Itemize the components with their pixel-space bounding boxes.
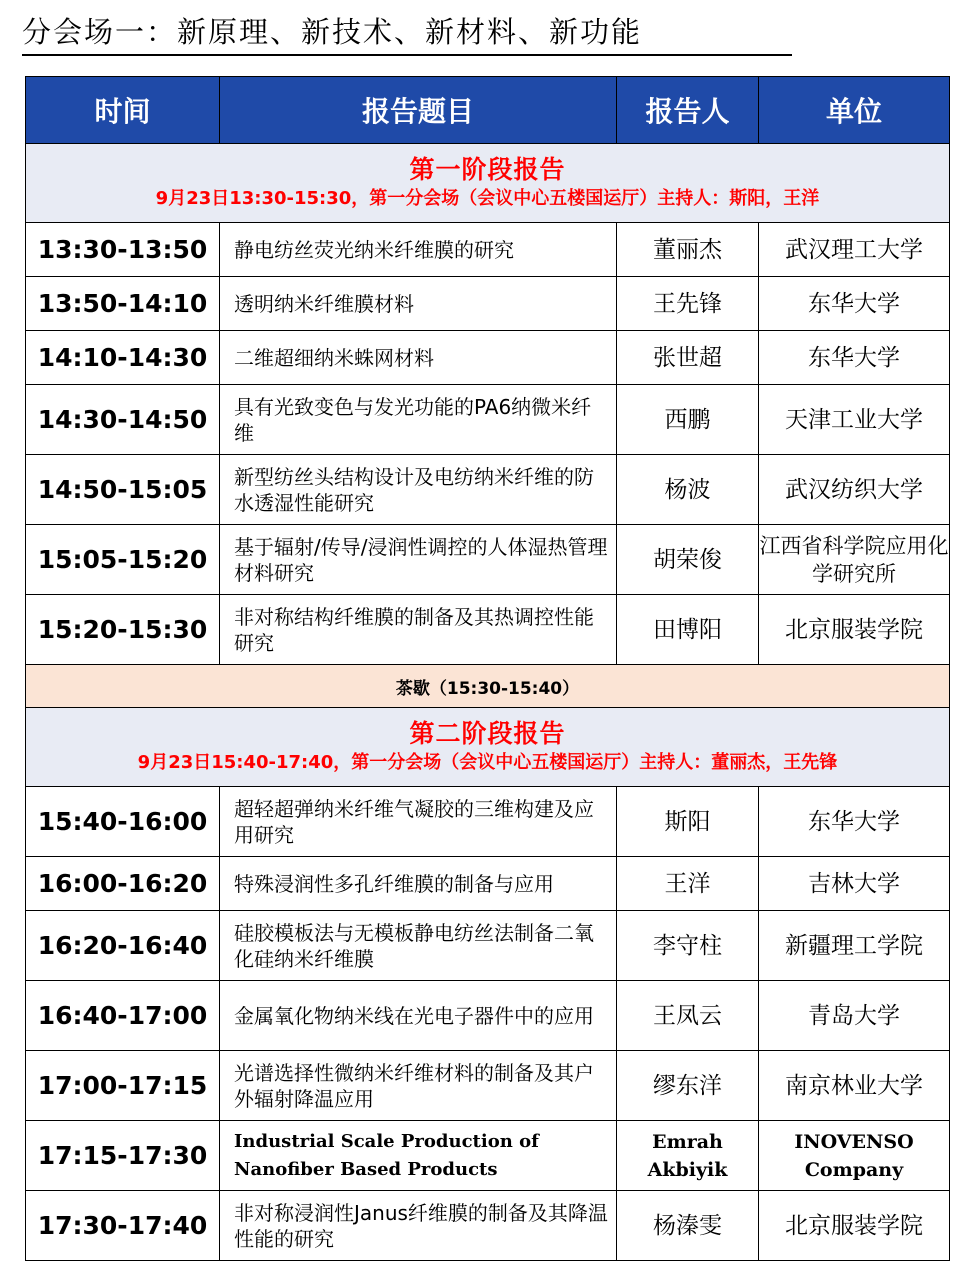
row-unit: 江西省科学院应用化学研究所 <box>759 525 950 595</box>
row-time: 14:10-14:30 <box>26 331 220 385</box>
row-unit: 新疆理工学院 <box>759 911 950 981</box>
row-speaker: 董丽杰 <box>617 223 759 277</box>
row-unit: 东华大学 <box>759 787 950 857</box>
row-topic: 特殊浸润性多孔纤维膜的制备与应用 <box>220 857 617 911</box>
row-unit: 北京服装学院 <box>759 1191 950 1261</box>
row-time: 15:05-15:20 <box>26 525 220 595</box>
page-title: 分会场一：新原理、新技术、新材料、新功能 <box>22 12 792 56</box>
stage-two-header <box>26 708 950 787</box>
row-time: 13:50-14:10 <box>26 277 220 331</box>
row-speaker: 李守柱 <box>617 911 759 981</box>
table-header-row <box>26 77 950 144</box>
row-topic: 非对称浸润性Janus纤维膜的制备及其降温性能的研究 <box>220 1191 617 1261</box>
table-row <box>26 277 950 331</box>
row-time: 14:30-14:50 <box>26 385 220 455</box>
row-speaker: Emrah Akbiyik <box>617 1121 759 1191</box>
row-unit: 东华大学 <box>759 277 950 331</box>
row-time: 13:30-13:50 <box>26 223 220 277</box>
row-unit: 东华大学 <box>759 331 950 385</box>
row-topic: 透明纳米纤维膜材料 <box>220 277 617 331</box>
table-row <box>26 455 950 525</box>
row-unit: 吉林大学 <box>759 857 950 911</box>
row-speaker: 杨溱雯 <box>617 1191 759 1261</box>
row-speaker: 胡荣俊 <box>617 525 759 595</box>
row-topic: 静电纺丝荧光纳米纤维膜的研究 <box>220 223 617 277</box>
row-time: 17:30-17:40 <box>26 1191 220 1261</box>
row-time: 17:00-17:15 <box>26 1051 220 1121</box>
row-time: 16:20-16:40 <box>26 911 220 981</box>
row-topic: 硅胶模板法与无模板静电纺丝法制备二氧化硅纳米纤维膜 <box>220 911 617 981</box>
table-row <box>26 911 950 981</box>
row-topic: Industrial Scale Production of Nanofiber Based Products <box>220 1121 617 1191</box>
row-topic: 基于辐射/传导/浸润性调控的人体湿热管理材料研究 <box>220 525 617 595</box>
table-row <box>26 787 950 857</box>
row-topic: 二维超细纳米蛛网材料 <box>220 331 617 385</box>
row-topic: 具有光致变色与发光功能的PA6纳微米纤维 <box>220 385 617 455</box>
column-header-time: 时间 <box>26 77 220 144</box>
row-topic: 超轻超弹纳米纤维气凝胶的三维构建及应用研究 <box>220 787 617 857</box>
schedule-table <box>25 76 950 1261</box>
table-row <box>26 525 950 595</box>
row-time: 15:20-15:30 <box>26 595 220 665</box>
table-row <box>26 981 950 1051</box>
table-row <box>26 1051 950 1121</box>
table-row <box>26 223 950 277</box>
tea-break-row <box>26 665 950 708</box>
row-unit: 青岛大学 <box>759 981 950 1051</box>
table-row <box>26 331 950 385</box>
table-row <box>26 385 950 455</box>
stage-one-header <box>26 144 950 223</box>
row-speaker: 王洋 <box>617 857 759 911</box>
row-unit: INOVENSO Company <box>759 1121 950 1191</box>
table-row <box>26 1121 950 1191</box>
row-speaker: 张世超 <box>617 331 759 385</box>
tea-break-label: 茶歇（15:30-15:40） <box>26 665 950 708</box>
stage-one-title: 第一阶段报告 <box>409 155 566 184</box>
row-speaker: 杨波 <box>617 455 759 525</box>
row-topic: 光谱选择性微纳米纤维材料的制备及其户外辐射降温应用 <box>220 1051 617 1121</box>
row-time: 16:40-17:00 <box>26 981 220 1051</box>
column-header-speaker: 报告人 <box>617 77 759 144</box>
row-time: 14:50-15:05 <box>26 455 220 525</box>
row-speaker: 田博阳 <box>617 595 759 665</box>
row-speaker: 斯阳 <box>617 787 759 857</box>
row-unit: 天津工业大学 <box>759 385 950 455</box>
row-unit: 南京林业大学 <box>759 1051 950 1121</box>
stage-one-subtitle: 9月23日13:30-15:30，第一分会场（会议中心五楼国运厅）主持人：斯阳，王洋 <box>155 188 820 209</box>
row-speaker: 王凤云 <box>617 981 759 1051</box>
row-unit: 武汉纺织大学 <box>759 455 950 525</box>
row-unit: 武汉理工大学 <box>759 223 950 277</box>
row-time: 16:00-16:20 <box>26 857 220 911</box>
row-topic: 新型纺丝头结构设计及电纺纳米纤维的防水透湿性能研究 <box>220 455 617 525</box>
stage-two-title: 第二阶段报告 <box>409 719 566 748</box>
column-header-topic: 报告题目 <box>220 77 617 144</box>
row-topic: 金属氧化物纳米线在光电子器件中的应用 <box>220 981 617 1051</box>
row-time: 15:40-16:00 <box>26 787 220 857</box>
stage-two-subtitle: 9月23日15:40-17:40，第一分会场（会议中心五楼国运厅）主持人：董丽杰，王先锋 <box>137 752 838 773</box>
table-row <box>26 595 950 665</box>
row-time: 17:15-17:30 <box>26 1121 220 1191</box>
row-speaker: 西鹏 <box>617 385 759 455</box>
column-header-unit: 单位 <box>759 77 950 144</box>
table-row <box>26 857 950 911</box>
row-topic: 非对称结构纤维膜的制备及其热调控性能研究 <box>220 595 617 665</box>
table-row <box>26 1191 950 1261</box>
row-speaker: 王先锋 <box>617 277 759 331</box>
row-unit: 北京服装学院 <box>759 595 950 665</box>
row-speaker: 缪东洋 <box>617 1051 759 1121</box>
